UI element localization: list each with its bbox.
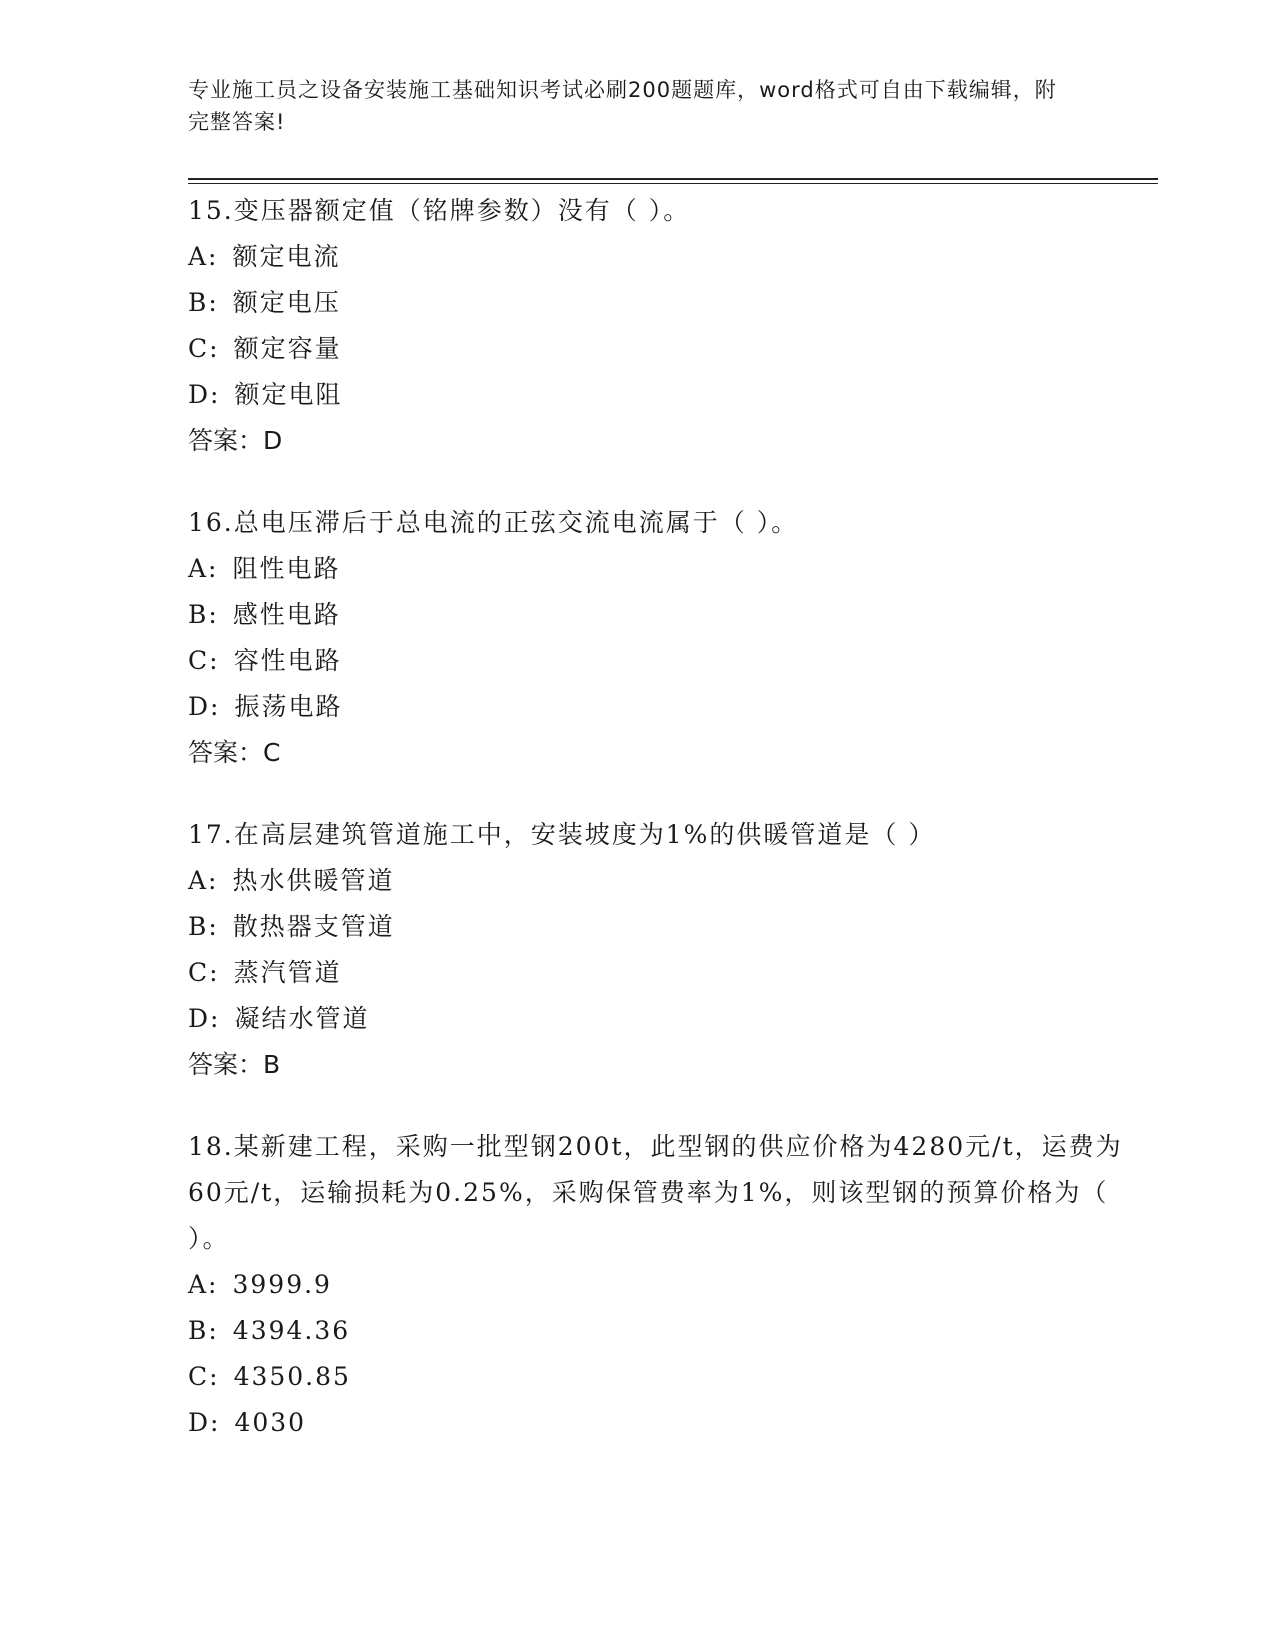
option-key: D: [188,692,221,721]
option-text: 额定电流 [232,242,341,271]
option-key: C: [188,958,220,987]
question-16 [188,500,1148,776]
option-text: 额定电压 [232,288,341,317]
option-key: B: [188,600,219,629]
option-d [188,372,1148,418]
question-stem: 16.总电压滞后于总电流的正弦交流电流属于（ ）。 [188,508,799,537]
option-text: 容性电路 [233,646,342,675]
option-key: A: [188,866,219,895]
option-text: 4030 [234,1408,307,1437]
option-key: C: [188,334,220,363]
option-a [188,858,1148,904]
answer-line: 答案：B [188,1050,281,1079]
option-c [188,1354,1148,1400]
option-b [188,280,1148,326]
question-stem: 17.在高层建筑管道施工中，安装坡度为1%的供暖管道是（ ） [188,820,936,849]
option-a [188,1262,1148,1308]
option-d [188,1400,1148,1446]
answer-line: 答案：C [188,738,281,767]
option-c [188,326,1148,372]
option-key: A: [188,554,219,583]
option-text: 4394.36 [232,1316,351,1345]
option-key: D: [188,1408,221,1437]
option-text: 振荡电路 [234,692,343,721]
question-17 [188,812,1148,1088]
option-b [188,592,1148,638]
option-key: D: [188,380,221,409]
option-a [188,234,1148,280]
option-key: B: [188,1316,219,1345]
option-text: 热水供暖管道 [232,866,395,895]
option-text: 额定容量 [233,334,342,363]
option-key: B: [188,288,219,317]
question-stem: 15.变压器额定值（铭牌参数）没有（ ）。 [188,196,691,225]
document-header-title: 专业施工员之设备安装施工基础知识考试必刷200题题库，word格式可自由下载编辑，附完整答案! [188,78,1057,134]
option-text: 蒸汽管道 [233,958,342,987]
option-d [188,996,1148,1042]
option-b [188,904,1148,950]
option-d [188,684,1148,730]
option-text: 额定电阻 [234,380,343,409]
header-divider [188,178,1158,184]
option-a [188,546,1148,592]
option-text: 散热器支管道 [232,912,395,941]
option-c [188,638,1148,684]
option-b [188,1308,1148,1354]
option-text: 4350.85 [233,1362,351,1391]
option-key: C: [188,1362,220,1391]
option-c [188,950,1148,996]
option-text: 凝结水管道 [234,1004,370,1033]
option-key: B: [188,912,219,941]
question-15 [188,188,1148,464]
question-18 [188,1124,1148,1446]
option-key: C: [188,646,220,675]
question-list [188,188,1148,1482]
option-text: 阻性电路 [232,554,341,583]
option-text: 感性电路 [232,600,341,629]
option-key: D: [188,1004,221,1033]
option-key: A: [188,1270,219,1299]
question-stem: 18.某新建工程，采购一批型钢200t，此型钢的供应价格为4280元/t，运费为60元/t，运输损耗为0.25%，采购保管费率为1%，则该型钢的预算价格为（ ）。 [188,1132,1123,1253]
option-key: A: [188,242,219,271]
answer-line: 答案：D [188,426,283,455]
option-text: 3999.9 [232,1270,332,1299]
